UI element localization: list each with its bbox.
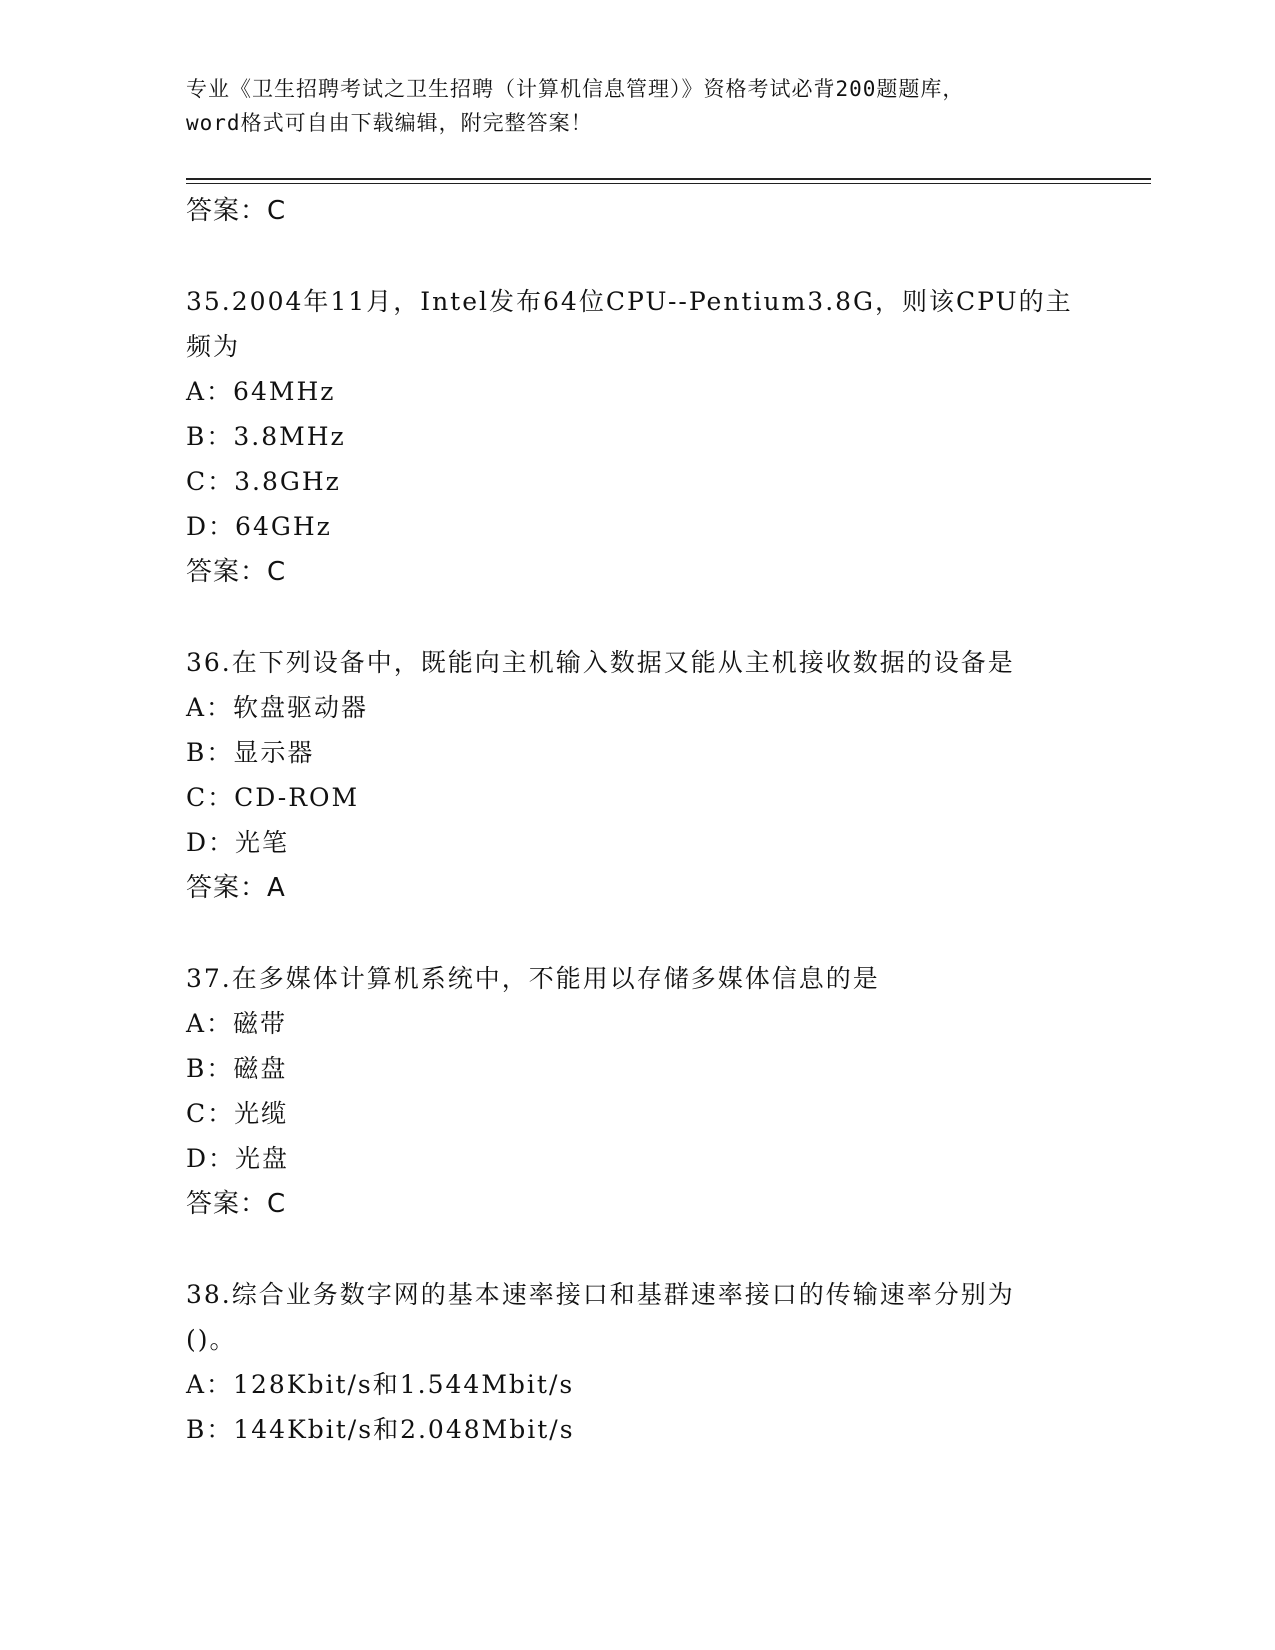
option-c: C：光缆	[186, 1099, 289, 1128]
answer-line: 答案：C	[186, 1189, 287, 1219]
question-text-line: ()。	[186, 1325, 237, 1354]
header-rule	[186, 178, 1151, 180]
option-a: A：128Kbit/s和1.544Mbit/s	[186, 1370, 575, 1399]
option-b: B：144Kbit/s和2.048Mbit/s	[186, 1415, 575, 1444]
question-text-line: 36.在下列设备中，既能向主机输入数据又能从主机接收数据的设备是	[186, 648, 1015, 677]
document-header	[186, 72, 1086, 140]
question-block	[186, 279, 1086, 595]
question-text-line: 38.综合业务数字网的基本速率接口和基群速率接口的传输速率分别为	[186, 1280, 1015, 1309]
option-b: B：磁盘	[186, 1054, 288, 1083]
question-block	[186, 640, 1086, 911]
option-a: A：64MHz	[186, 377, 336, 406]
question-block	[186, 1272, 1086, 1452]
option-d: D：64GHz	[186, 512, 332, 541]
question-text-line: 频为	[186, 332, 241, 361]
question-text	[186, 279, 1086, 369]
question-text-line: 35.2004年11月，Intel发布64位CPU--Pentium3.8G，则该CPU的主	[186, 287, 1073, 316]
header-line: 专业《卫生招聘考试之卫生招聘（计算机信息管理）》资格考试必背200题题库，	[186, 77, 965, 101]
question-list	[186, 188, 1086, 1452]
option-b: B：显示器	[186, 738, 315, 767]
option-c: C：CD-ROM	[186, 783, 360, 812]
answer-line: 答案：C	[186, 196, 287, 226]
question-text-line: 37.在多媒体计算机系统中，不能用以存储多媒体信息的是	[186, 964, 880, 993]
option-a: A：软盘驱动器	[186, 693, 369, 722]
header-rule	[186, 183, 1151, 184]
header-line: word格式可自由下载编辑，附完整答案！	[186, 111, 593, 135]
question-block	[186, 956, 1086, 1227]
question-text	[186, 640, 1086, 685]
option-d: D：光笔	[186, 828, 290, 857]
option-b: B：3.8MHz	[186, 422, 346, 451]
option-d: D：光盘	[186, 1144, 290, 1173]
question-text	[186, 1272, 1086, 1362]
option-c: C：3.8GHz	[186, 467, 341, 496]
question-text	[186, 956, 1086, 1001]
option-a: A：磁带	[186, 1009, 288, 1038]
answer-line: 答案：A	[186, 873, 286, 903]
answer-line: 答案：C	[186, 557, 287, 587]
